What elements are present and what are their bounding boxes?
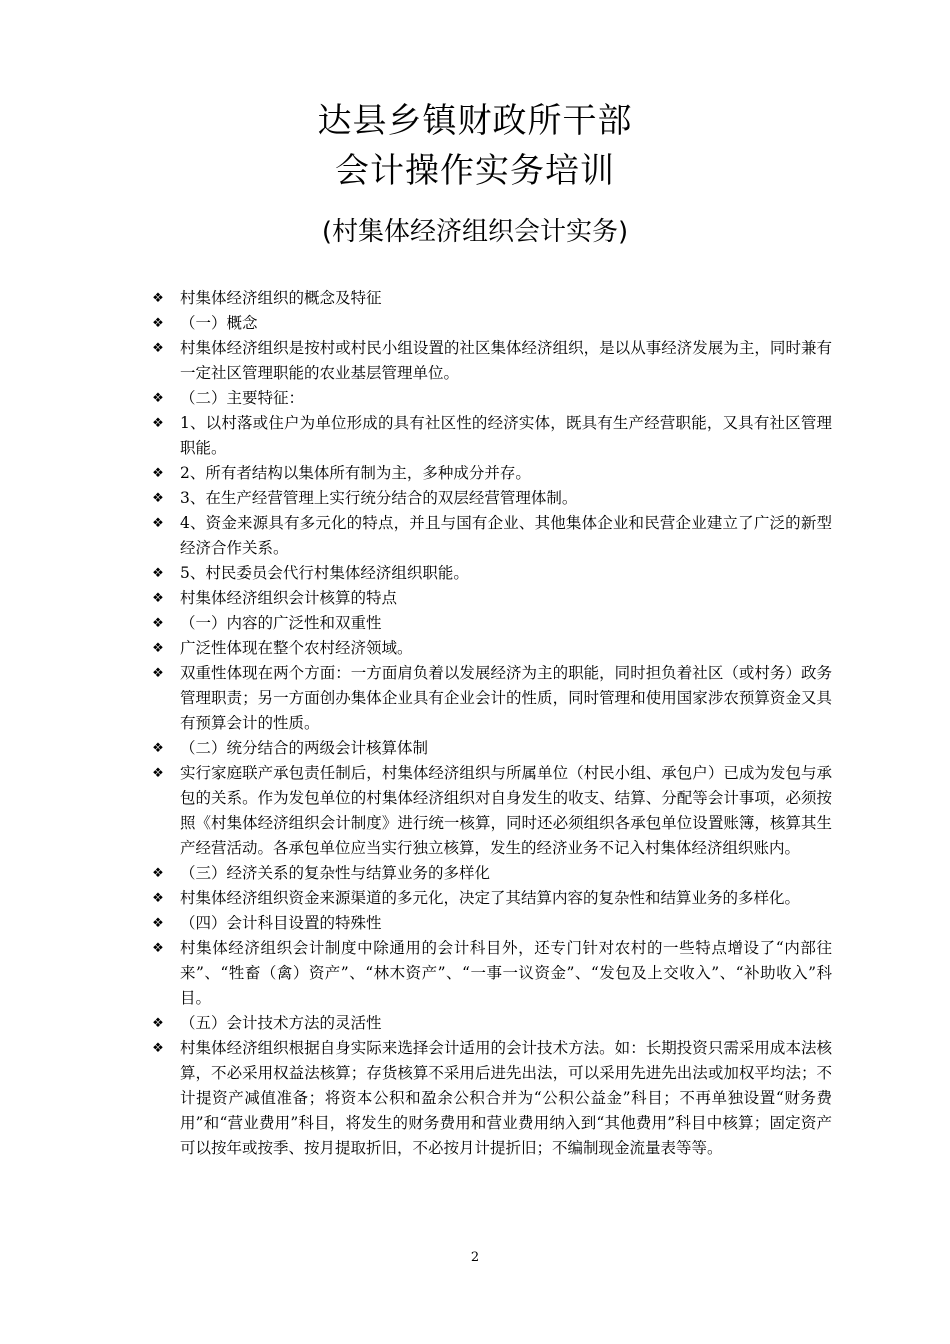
list-item-text: 村集体经济组织是按村或村民小组设置的社区集体经济组织，是以从事经济发展为主，同时兼有一定社区管理职能的农业基层管理单位。 [180, 339, 832, 382]
list-item [150, 586, 832, 611]
list-item [150, 311, 832, 336]
diamond-bullet-icon: ❖ [152, 591, 164, 606]
diamond-bullet-icon: ❖ [152, 766, 164, 781]
diamond-bullet-icon: ❖ [152, 341, 164, 356]
diamond-bullet-icon: ❖ [152, 666, 164, 681]
document-title-line-1: 达县乡镇财政所干部 [317, 101, 633, 141]
diamond-bullet-icon: ❖ [152, 941, 164, 956]
list-item [150, 561, 832, 586]
list-item [150, 911, 832, 936]
bullet-list [150, 286, 832, 1161]
list-item [150, 286, 832, 311]
list-item-text: 双重性体现在两个方面：一方面肩负着以发展经济为主的职能，同时担负着社区（或村务）政务管理职责；另一方面创办集体企业具有企业会计的性质，同时管理和使用国家涉农预算资金又具有预算会计的性质。 [180, 664, 832, 732]
list-item [150, 636, 832, 661]
list-item-text: 4、资金来源具有多元化的特点，并且与国有企业、其他集体企业和民营企业建立了广泛的新型经济合作关系。 [180, 514, 832, 557]
diamond-bullet-icon: ❖ [152, 641, 164, 656]
list-item-text: 实行家庭联产承包责任制后，村集体经济组织与所属单位（村民小组、承包户）已成为发包与承包的关系。作为发包单位的村集体经济组织对自身发生的收支、结算、分配等会计事项，必须按照《村集体经济组织会计制度》进行统一核算，同时还必须组织各承包单位设置账簿，核算其生产经营活动。各承包单位应当实行独立核算，发生的经济业务不记入村集体经济组织账内。 [180, 764, 832, 857]
list-item-text: 1、以村落或住户为单位形成的具有社区性的经济实体，既具有生产经营职能，又具有社区管理职能。 [180, 414, 832, 457]
page-number: 2 [470, 1250, 480, 1265]
diamond-bullet-icon: ❖ [152, 491, 164, 506]
diamond-bullet-icon: ❖ [152, 1016, 164, 1031]
list-item [150, 761, 832, 861]
list-item-text: 村集体经济组织根据自身实际来选择会计适用的会计技术方法。如：长期投资只需采用成本法核算，不必采用权益法核算；存货核算不采用后进先出法，可以采用先进先出法或加权平均法；不计提资产减值准备；将资本公积和盈余公积合并为“公积公益金”科目；不再单独设置“财务费用”和“营业费用”科目，将发生的财务费用和营业费用纳入到“其他费用”科目中核算；固定资产可以按年或按季、按月提取折旧，不必按月计提折旧；不编制现金流量表等等。 [180, 1039, 832, 1157]
list-item [150, 486, 832, 511]
list-item [150, 936, 832, 1011]
list-item-text: 村集体经济组织会计制度中除通用的会计科目外，还专门针对农村的一些特点增设了“内部往来”、“牲畜（禽）资产”、“林木资产”、“一事一议资金”、“发包及上交收入”、“补助收入”科目。 [180, 939, 832, 1007]
diamond-bullet-icon: ❖ [152, 391, 164, 406]
list-item-text: 5、村民委员会代行村集体经济组织职能。 [180, 564, 469, 582]
diamond-bullet-icon: ❖ [152, 1041, 164, 1056]
document-title-line-2: 会计操作实务培训 [335, 151, 615, 191]
diamond-bullet-icon: ❖ [152, 291, 164, 306]
list-item [150, 386, 832, 411]
list-item-text: （四）会计科目设置的特殊性 [180, 914, 382, 932]
list-item [150, 611, 832, 636]
diamond-bullet-icon: ❖ [152, 741, 164, 756]
diamond-bullet-icon: ❖ [152, 516, 164, 531]
list-item [150, 336, 832, 386]
list-item [150, 511, 832, 561]
list-item-text: （二）统分结合的两级会计核算体制 [180, 739, 429, 757]
diamond-bullet-icon: ❖ [152, 916, 164, 931]
list-item-text: （二）主要特征： [180, 389, 305, 407]
list-item [150, 661, 832, 736]
list-item-text: （五）会计技术方法的灵活性 [180, 1014, 382, 1032]
list-item [150, 1011, 832, 1036]
list-item-text: 2、所有者结构以集体所有制为主，多种成分并存。 [180, 464, 531, 482]
list-item-text: （一）概念 [180, 314, 258, 332]
list-item-text: 村集体经济组织资金来源渠道的多元化，决定了其结算内容的复杂性和结算业务的多样化。 [180, 889, 801, 907]
list-item-text: （三）经济关系的复杂性与结算业务的多样化 [180, 864, 491, 882]
diamond-bullet-icon: ❖ [152, 316, 164, 331]
diamond-bullet-icon: ❖ [152, 616, 164, 631]
list-item [150, 886, 832, 911]
list-item-text: 广泛性体现在整个农村经济领域。 [180, 639, 413, 657]
list-item [150, 736, 832, 761]
document-header [0, 96, 950, 250]
diamond-bullet-icon: ❖ [152, 466, 164, 481]
diamond-bullet-icon: ❖ [152, 866, 164, 881]
list-item [150, 1036, 832, 1161]
diamond-bullet-icon: ❖ [152, 891, 164, 906]
list-item [150, 411, 832, 461]
list-item [150, 461, 832, 486]
list-item-text: 村集体经济组织会计核算的特点 [180, 589, 398, 607]
diamond-bullet-icon: ❖ [152, 416, 164, 431]
diamond-bullet-icon: ❖ [152, 566, 164, 581]
list-item [150, 861, 832, 886]
list-item-text: （一）内容的广泛性和双重性 [180, 614, 382, 632]
document-subtitle: (村集体经济组织会计实务) [321, 217, 629, 247]
list-item-text: 村集体经济组织的概念及特征 [180, 289, 382, 307]
list-item-text: 3、在生产经营管理上实行统分结合的双层经营管理体制。 [180, 489, 578, 507]
